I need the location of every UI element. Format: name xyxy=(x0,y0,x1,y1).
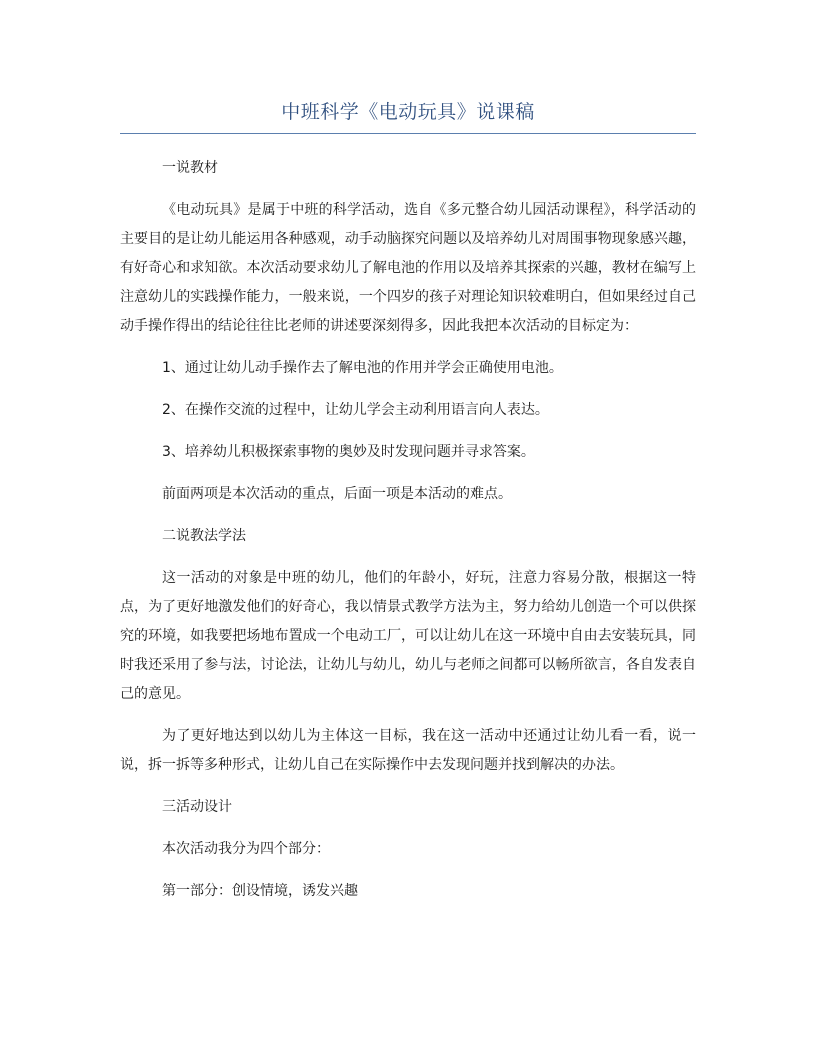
goal-item-1: 1、通过让幼儿动手操作去了解电池的作用并学会正确使用电池。 xyxy=(162,360,563,376)
document-body xyxy=(120,154,696,919)
goal-item-2: 2、在操作交流的过程中，让幼儿学会主动利用语言向人表达。 xyxy=(162,402,549,418)
paragraph-activity-parts: 本次活动我分为四个部分： xyxy=(162,841,330,857)
paragraph-teaching-material: 《电动玩具》是属于中班的科学活动，选自《多元整合幼儿园活动课程》，科学活动的主要目的是让幼儿能运用各种感观，动手动脑探究问题以及培养幼儿对周围事物现象感兴趣，有好奇心和求知欲。本次活动要求幼儿了解电池的作用以及培养其探索的兴趣，教材在编写上注意幼儿的实践操作能力，一般来说，一个四岁的孩子对理论知识较难明白，但如果经过自己动手操作得出的结论往往比老师的讲述要深刻得多，因此我把本次活动的目标定为： xyxy=(120,202,696,334)
title-divider xyxy=(120,133,696,134)
document-title: 中班科学《电动玩具》说课稿 xyxy=(281,101,535,123)
section-heading-1: 一说教材 xyxy=(162,160,218,176)
section-heading-3: 三活动设计 xyxy=(162,799,232,815)
goal-item-3: 3、培养幼儿积极探索事物的奥妙及时发现问题并寻求答案。 xyxy=(162,444,535,460)
paragraph-teaching-method: 这一活动的对象是中班的幼儿，他们的年龄小，好玩，注意力容易分散，根据这一特点，为了更好地激发他们的好奇心，我以情景式教学方法为主，努力给幼儿创造一个可以供探究的环境，如我要把场地布置成一个电动工厂，可以让幼儿在这一环境中自由去安装玩具，同时我还采用了参与法，讨论法，让幼儿与幼儿，幼儿与老师之间都可以畅所欲言，各自发表自己的意见。 xyxy=(120,570,696,702)
paragraph-key-points: 前面两项是本次活动的重点，后面一项是本活动的难点。 xyxy=(162,486,512,502)
paragraph-part-one: 第一部分：创设情境，诱发兴趣 xyxy=(162,883,358,899)
paragraph-child-centered: 为了更好地达到以幼儿为主体这一目标，我在这一活动中还通过让幼儿看一看，说一说，拆一拆等多种形式，让幼儿自己在实际操作中去发现问题并找到解决的办法。 xyxy=(120,728,696,773)
section-heading-2: 二说教法学法 xyxy=(162,528,246,544)
